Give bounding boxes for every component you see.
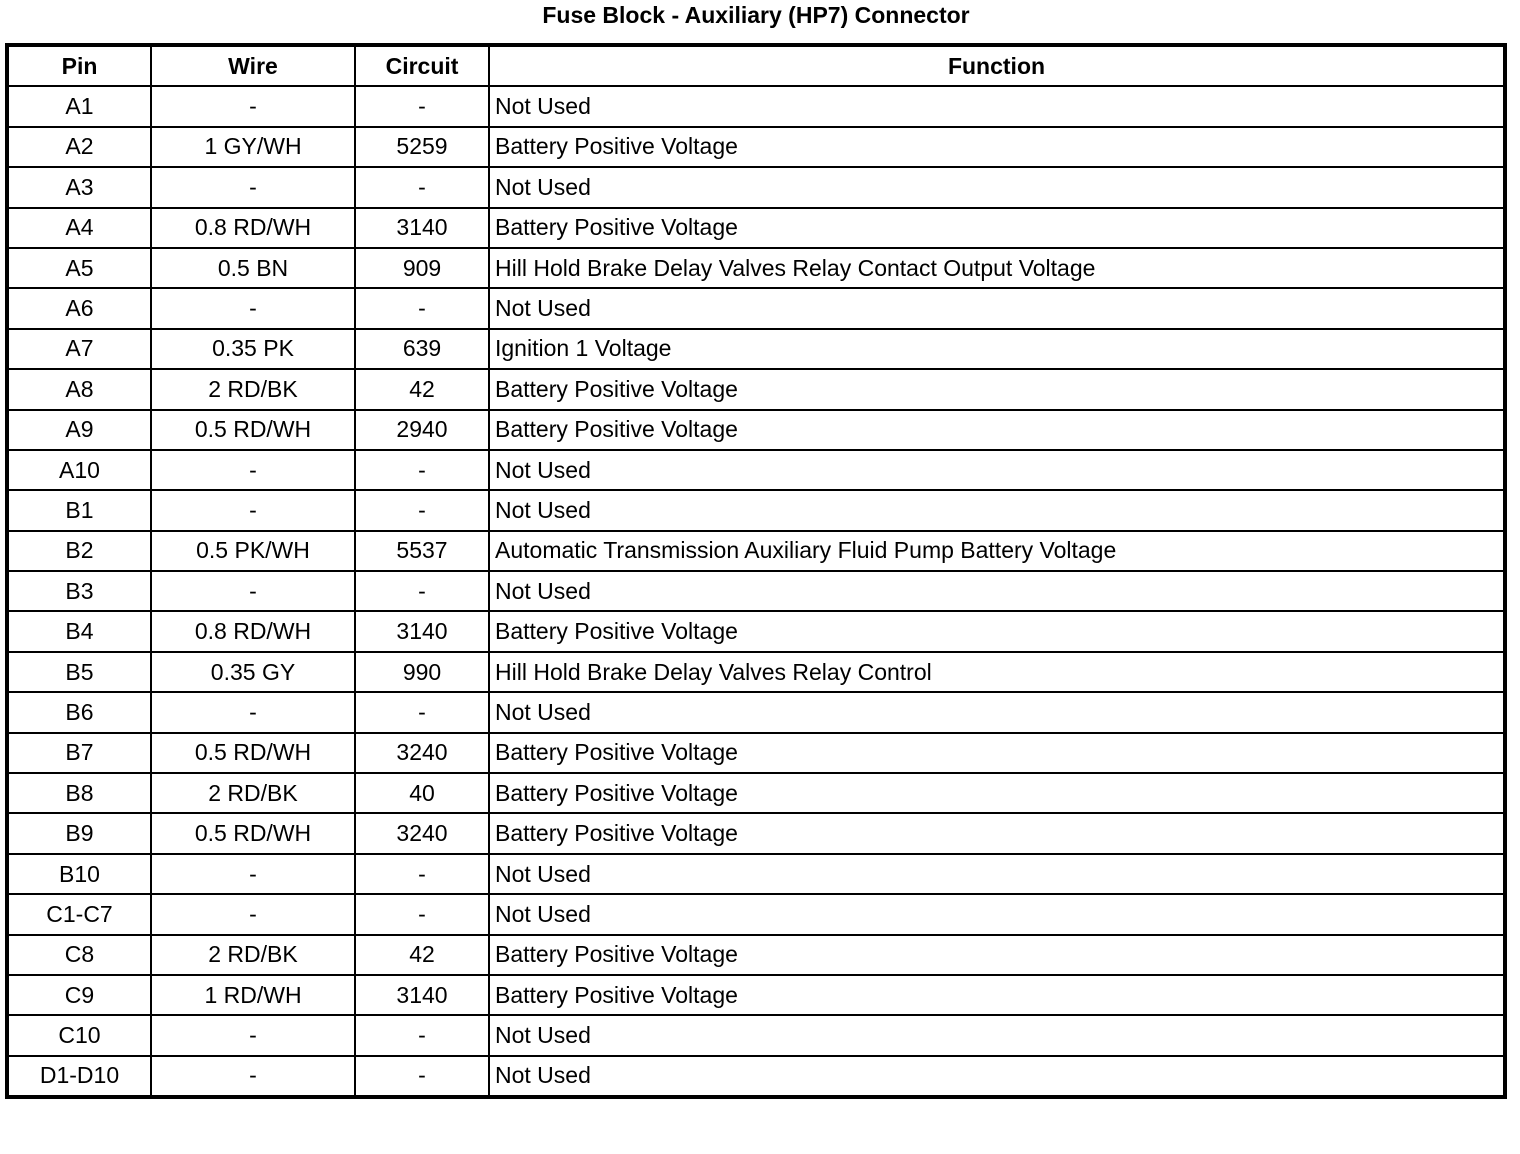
function-cell: Battery Positive Voltage	[489, 208, 1505, 248]
function-cell: Not Used	[489, 288, 1505, 328]
wire-cell: -	[151, 692, 355, 732]
wire-cell: 1 GY/WH	[151, 127, 355, 167]
table-row	[7, 248, 1505, 288]
wire-cell: 1 RD/WH	[151, 975, 355, 1015]
circuit-cell: -	[355, 854, 489, 894]
function-cell: Battery Positive Voltage	[489, 773, 1505, 813]
pin-cell: B6	[7, 692, 151, 732]
function-cell: Not Used	[489, 167, 1505, 207]
table-row	[7, 531, 1505, 571]
column-header-pin: Pin	[7, 45, 151, 86]
function-cell: Not Used	[489, 450, 1505, 490]
function-cell: Automatic Transmission Auxiliary Fluid Pump Battery Voltage	[489, 531, 1505, 571]
table-row	[7, 894, 1505, 934]
circuit-cell: -	[355, 167, 489, 207]
column-header-function: Function	[489, 45, 1505, 86]
pin-cell: A1	[7, 86, 151, 126]
circuit-cell: 3140	[355, 975, 489, 1015]
pin-cell: A10	[7, 450, 151, 490]
wire-cell: 0.5 RD/WH	[151, 410, 355, 450]
wire-cell: 0.35 PK	[151, 329, 355, 369]
pin-cell: A3	[7, 167, 151, 207]
circuit-cell: 639	[355, 329, 489, 369]
circuit-cell: -	[355, 571, 489, 611]
table-row	[7, 86, 1505, 126]
wire-cell: 2 RD/BK	[151, 369, 355, 409]
circuit-cell: -	[355, 1015, 489, 1055]
circuit-cell: -	[355, 692, 489, 732]
table-row	[7, 1015, 1505, 1055]
pin-cell: A4	[7, 208, 151, 248]
table-row	[7, 571, 1505, 611]
wire-cell: 0.8 RD/WH	[151, 611, 355, 651]
page-title: Fuse Block - Auxiliary (HP7) Connector	[542, 2, 970, 28]
wire-cell: 0.5 PK/WH	[151, 531, 355, 571]
circuit-cell: 3140	[355, 208, 489, 248]
circuit-cell: 5259	[355, 127, 489, 167]
table-row	[7, 1056, 1505, 1097]
wire-cell: 0.35 GY	[151, 652, 355, 692]
function-cell: Not Used	[489, 86, 1505, 126]
table-row	[7, 167, 1505, 207]
pin-cell: B7	[7, 733, 151, 773]
circuit-cell: 909	[355, 248, 489, 288]
table-row	[7, 490, 1505, 530]
wire-cell: 2 RD/BK	[151, 773, 355, 813]
pin-cell: B5	[7, 652, 151, 692]
table-row	[7, 450, 1505, 490]
circuit-cell: -	[355, 490, 489, 530]
circuit-cell: -	[355, 86, 489, 126]
wire-cell: 0.5 BN	[151, 248, 355, 288]
function-cell: Battery Positive Voltage	[489, 611, 1505, 651]
table-header-row	[7, 45, 1505, 86]
table-row	[7, 288, 1505, 328]
circuit-cell: -	[355, 450, 489, 490]
wire-cell: -	[151, 894, 355, 934]
circuit-cell: 42	[355, 935, 489, 975]
function-cell: Not Used	[489, 854, 1505, 894]
function-cell: Not Used	[489, 571, 1505, 611]
pin-cell: A6	[7, 288, 151, 328]
table-row	[7, 127, 1505, 167]
function-cell: Ignition 1 Voltage	[489, 329, 1505, 369]
function-cell: Not Used	[489, 1015, 1505, 1055]
circuit-cell: -	[355, 1056, 489, 1097]
table-row	[7, 773, 1505, 813]
pin-cell: A8	[7, 369, 151, 409]
function-cell: Hill Hold Brake Delay Valves Relay Control	[489, 652, 1505, 692]
table-row	[7, 733, 1505, 773]
pin-cell: A9	[7, 410, 151, 450]
table-row	[7, 975, 1505, 1015]
pin-cell: C1-C7	[7, 894, 151, 934]
circuit-cell: 3240	[355, 813, 489, 853]
table-row	[7, 611, 1505, 651]
pin-cell: B8	[7, 773, 151, 813]
wire-cell: 0.5 RD/WH	[151, 813, 355, 853]
table-row	[7, 329, 1505, 369]
wire-cell: 0.8 RD/WH	[151, 208, 355, 248]
pin-cell: C10	[7, 1015, 151, 1055]
pin-cell: C8	[7, 935, 151, 975]
table-row	[7, 813, 1505, 853]
pin-cell: A5	[7, 248, 151, 288]
column-header-wire: Wire	[151, 45, 355, 86]
function-cell: Battery Positive Voltage	[489, 813, 1505, 853]
circuit-cell: 40	[355, 773, 489, 813]
circuit-cell: 3240	[355, 733, 489, 773]
function-cell: Battery Positive Voltage	[489, 935, 1505, 975]
table-row	[7, 410, 1505, 450]
function-cell: Not Used	[489, 894, 1505, 934]
wire-cell: -	[151, 288, 355, 328]
table-row	[7, 854, 1505, 894]
wire-cell: -	[151, 167, 355, 207]
pin-cell: A7	[7, 329, 151, 369]
wire-cell: -	[151, 1015, 355, 1055]
pin-cell: A2	[7, 127, 151, 167]
function-cell: Not Used	[489, 1056, 1505, 1097]
connector-pinout-table	[5, 43, 1507, 1099]
pin-cell: B10	[7, 854, 151, 894]
function-cell: Battery Positive Voltage	[489, 975, 1505, 1015]
table-row	[7, 369, 1505, 409]
function-cell: Battery Positive Voltage	[489, 369, 1505, 409]
wire-cell: -	[151, 1056, 355, 1097]
table-row	[7, 208, 1505, 248]
wire-cell: 2 RD/BK	[151, 935, 355, 975]
circuit-cell: 3140	[355, 611, 489, 651]
table-row	[7, 935, 1505, 975]
circuit-cell: 2940	[355, 410, 489, 450]
function-cell: Battery Positive Voltage	[489, 127, 1505, 167]
circuit-cell: 5537	[355, 531, 489, 571]
function-cell: Battery Positive Voltage	[489, 410, 1505, 450]
circuit-cell: -	[355, 288, 489, 328]
table-row	[7, 652, 1505, 692]
pin-cell: B1	[7, 490, 151, 530]
wire-cell: -	[151, 450, 355, 490]
wire-cell: -	[151, 86, 355, 126]
pin-cell: D1-D10	[7, 1056, 151, 1097]
wire-cell: 0.5 RD/WH	[151, 733, 355, 773]
function-cell: Battery Positive Voltage	[489, 733, 1505, 773]
wire-cell: -	[151, 490, 355, 530]
circuit-cell: -	[355, 894, 489, 934]
wire-cell: -	[151, 571, 355, 611]
pin-cell: B9	[7, 813, 151, 853]
circuit-cell: 990	[355, 652, 489, 692]
wire-cell: -	[151, 854, 355, 894]
pin-cell: B2	[7, 531, 151, 571]
circuit-cell: 42	[355, 369, 489, 409]
function-cell: Hill Hold Brake Delay Valves Relay Contact Output Voltage	[489, 248, 1505, 288]
pin-cell: B4	[7, 611, 151, 651]
column-header-circuit: Circuit	[355, 45, 489, 86]
pin-cell: B3	[7, 571, 151, 611]
table-row	[7, 692, 1505, 732]
function-cell: Not Used	[489, 490, 1505, 530]
pin-cell: C9	[7, 975, 151, 1015]
function-cell: Not Used	[489, 692, 1505, 732]
